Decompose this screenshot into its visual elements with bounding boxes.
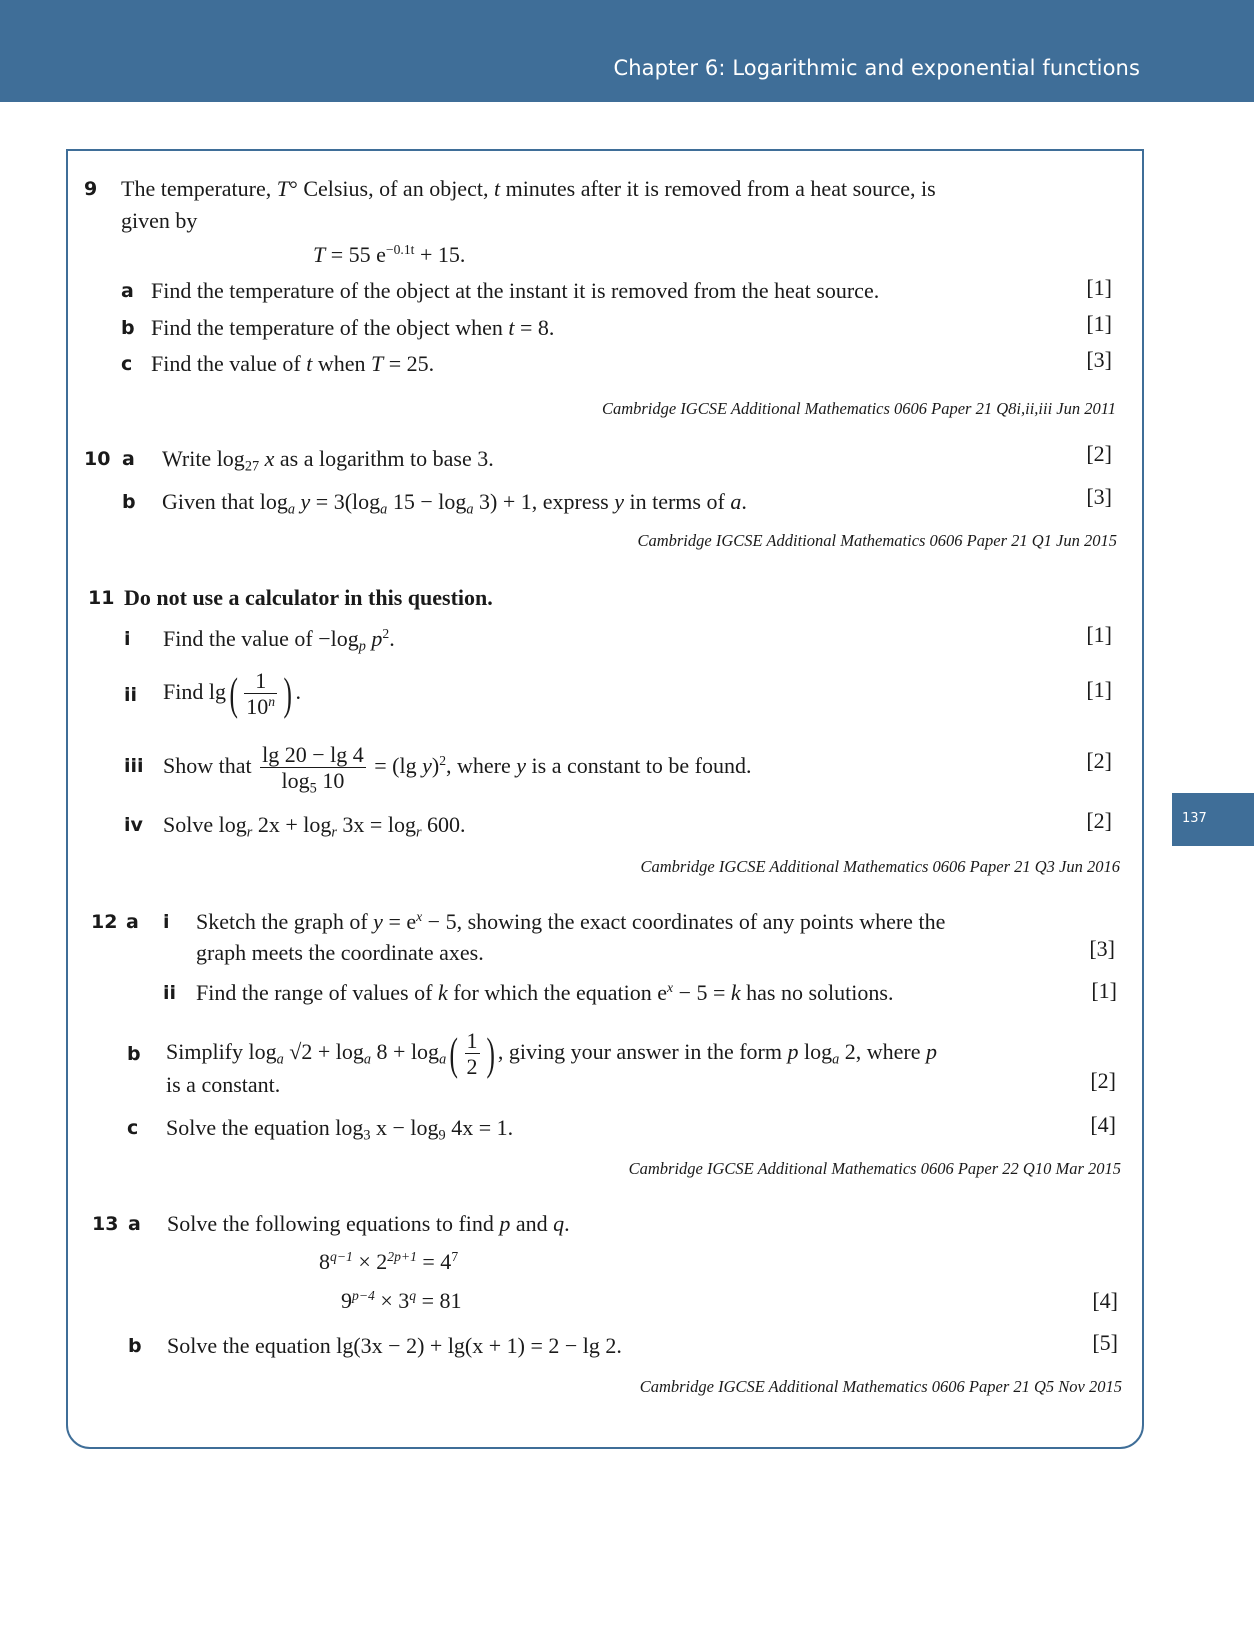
question-13a-text: Solve the following equations to find p and q.: [167, 1211, 570, 1236]
question-10b-label: b: [122, 491, 136, 513]
question-11iii-marks: [2]: [1086, 748, 1112, 773]
question-13a-equation-1: $8^{q-1} \times 2^{2p+1} = 4^7$: [319, 1248, 459, 1274]
question-12c-marks: [4]: [1090, 1112, 1116, 1137]
question-12ai-label: i: [163, 911, 170, 933]
question-11ii-text: Find lg( $\frac{1}{10^n}$ ) .: [163, 667, 301, 720]
question-12b-text-line1: Simplify $\log_a √2 + \log_a 8 + \log_a$( $\frac{1}{2}$ ) , giving your answer in the form p $\log_a 2$, where p: [166, 1027, 938, 1080]
question-11ii-marks: [1]: [1086, 677, 1112, 702]
question-13a-marks: [4]: [1092, 1288, 1118, 1313]
question-11-number: 11: [88, 587, 115, 609]
question-11iv-text: Solve $\log_r 2x + \log_r 3x = \log_r 600$.: [163, 812, 466, 841]
chapter-header-band: [0, 0, 1254, 102]
question-9-source: Cambridge IGCSE Additional Mathematics 0606 Paper 21 Q8i,ii,iii Jun 2011: [601, 399, 1116, 418]
question-12b-marks: [2]: [1090, 1068, 1116, 1093]
question-13b-text: Solve the equation lg(3x − 2) + lg(x + 1) = 2 − lg 2.: [167, 1333, 622, 1358]
question-12-number: 12: [91, 911, 118, 933]
question-9-stem-line1: The temperature, T° Celsius, of an object, t minutes after it is removed from a heat source, is: [121, 176, 936, 201]
question-12c-label: c: [127, 1117, 139, 1139]
question-12aii-marks: [1]: [1091, 978, 1117, 1003]
question-13a-equation-2: $9^{p-4} \times 3^q = 81$: [341, 1287, 462, 1313]
question-9a-text: Find the temperature of the object at the instant it is removed from the heat source.: [151, 278, 880, 303]
question-9c-text: Find the value of t when T = 25.: [151, 351, 435, 376]
question-13a-label: a: [128, 1213, 141, 1235]
question-11ii-fraction: $\frac{1}{10^n}$: [246, 668, 276, 720]
question-11ii-label: ii: [124, 684, 138, 706]
question-9a-marks: [1]: [1086, 275, 1112, 300]
question-10a-text: Write $\log_{27} x$ as a logarithm to base 3.: [162, 446, 494, 475]
question-12b-fraction: $\frac{1}{2}$: [466, 1028, 478, 1080]
question-12ai-text-line1: Sketch the graph of $y = e^x - 5$, showing the exact coordinates of any points where the: [196, 908, 946, 934]
question-9c-label: c: [121, 353, 133, 375]
question-box: [66, 149, 1144, 1449]
question-11i-text: Find the value of $-\log_p$ $p^2$.: [163, 625, 395, 655]
question-9c-marks: [3]: [1086, 347, 1112, 372]
question-9a-label: a: [121, 280, 134, 302]
question-11i-label: i: [124, 628, 131, 650]
question-9b-label: b: [121, 317, 135, 339]
question-13-source: Cambridge IGCSE Additional Mathematics 0606 Paper 21 Q5 Nov 2015: [639, 1377, 1122, 1396]
question-10-number: 10: [84, 448, 111, 470]
question-11i-marks: [1]: [1086, 622, 1112, 647]
question-12b-text-line2: is a constant.: [166, 1072, 281, 1097]
question-9-stem-line2: given by: [121, 208, 198, 233]
question-11-source: Cambridge IGCSE Additional Mathematics 0606 Paper 21 Q3 Jun 2016: [640, 857, 1120, 876]
question-11iii-fraction: $\frac{\lg 20 - \lg 4}{\log_5 10}$: [262, 742, 364, 797]
question-10b-text: Given that $\log_a y = 3(\log_a$ $15 - \log_a 3) + 1$, express y in terms of a.: [162, 489, 747, 518]
question-10-source: Cambridge IGCSE Additional Mathematics 0606 Paper 21 Q1 Jun 2015: [637, 531, 1117, 550]
page-number: 137: [1182, 811, 1207, 826]
question-12ai-marks: [3]: [1089, 936, 1115, 961]
question-11iv-marks: [2]: [1086, 808, 1112, 833]
question-12aii-label: ii: [163, 982, 177, 1004]
question-13b-label: b: [128, 1335, 142, 1357]
question-9b-marks: [1]: [1086, 311, 1112, 336]
question-9b-text: Find the temperature of the object when t = 8.: [151, 315, 555, 340]
question-13b-marks: [5]: [1092, 1330, 1118, 1355]
question-11iii-text: Show that $\frac{\lg 20 - \lg 4}{\log_5 10}$ = (lg y)$^2$, where y is a constant to be found.: [163, 742, 752, 797]
question-13-number: 13: [92, 1213, 119, 1235]
question-12a-label: a: [126, 911, 139, 933]
question-10a-marks: [2]: [1086, 441, 1112, 466]
question-10b-marks: [3]: [1086, 484, 1112, 509]
question-12ai-text-line2: graph meets the coordinate axes.: [196, 940, 484, 965]
question-12-source: Cambridge IGCSE Additional Mathematics 0606 Paper 22 Q10 Mar 2015: [628, 1159, 1121, 1178]
question-12b-label: b: [127, 1043, 141, 1065]
question-12aii-text: Find the range of values of k for which the equation $e^x - 5 = k$ has no solutions.: [196, 979, 894, 1005]
question-9-number: 9: [84, 178, 98, 200]
question-9-equation: T = 55 $e^{-0.1t} + 15$.: [313, 241, 466, 267]
question-11iv-label: iv: [124, 814, 143, 836]
question-11iii-label: iii: [124, 755, 144, 777]
question-10a-label: a: [122, 448, 135, 470]
chapter-title: Chapter 6: Logarithmic and exponential functions: [613, 56, 1140, 80]
question-11-instruction: Do not use a calculator in this question.: [124, 585, 493, 610]
question-12c-text: Solve the equation $\log_3 x - \log_9 4x = 1$.: [166, 1115, 514, 1144]
